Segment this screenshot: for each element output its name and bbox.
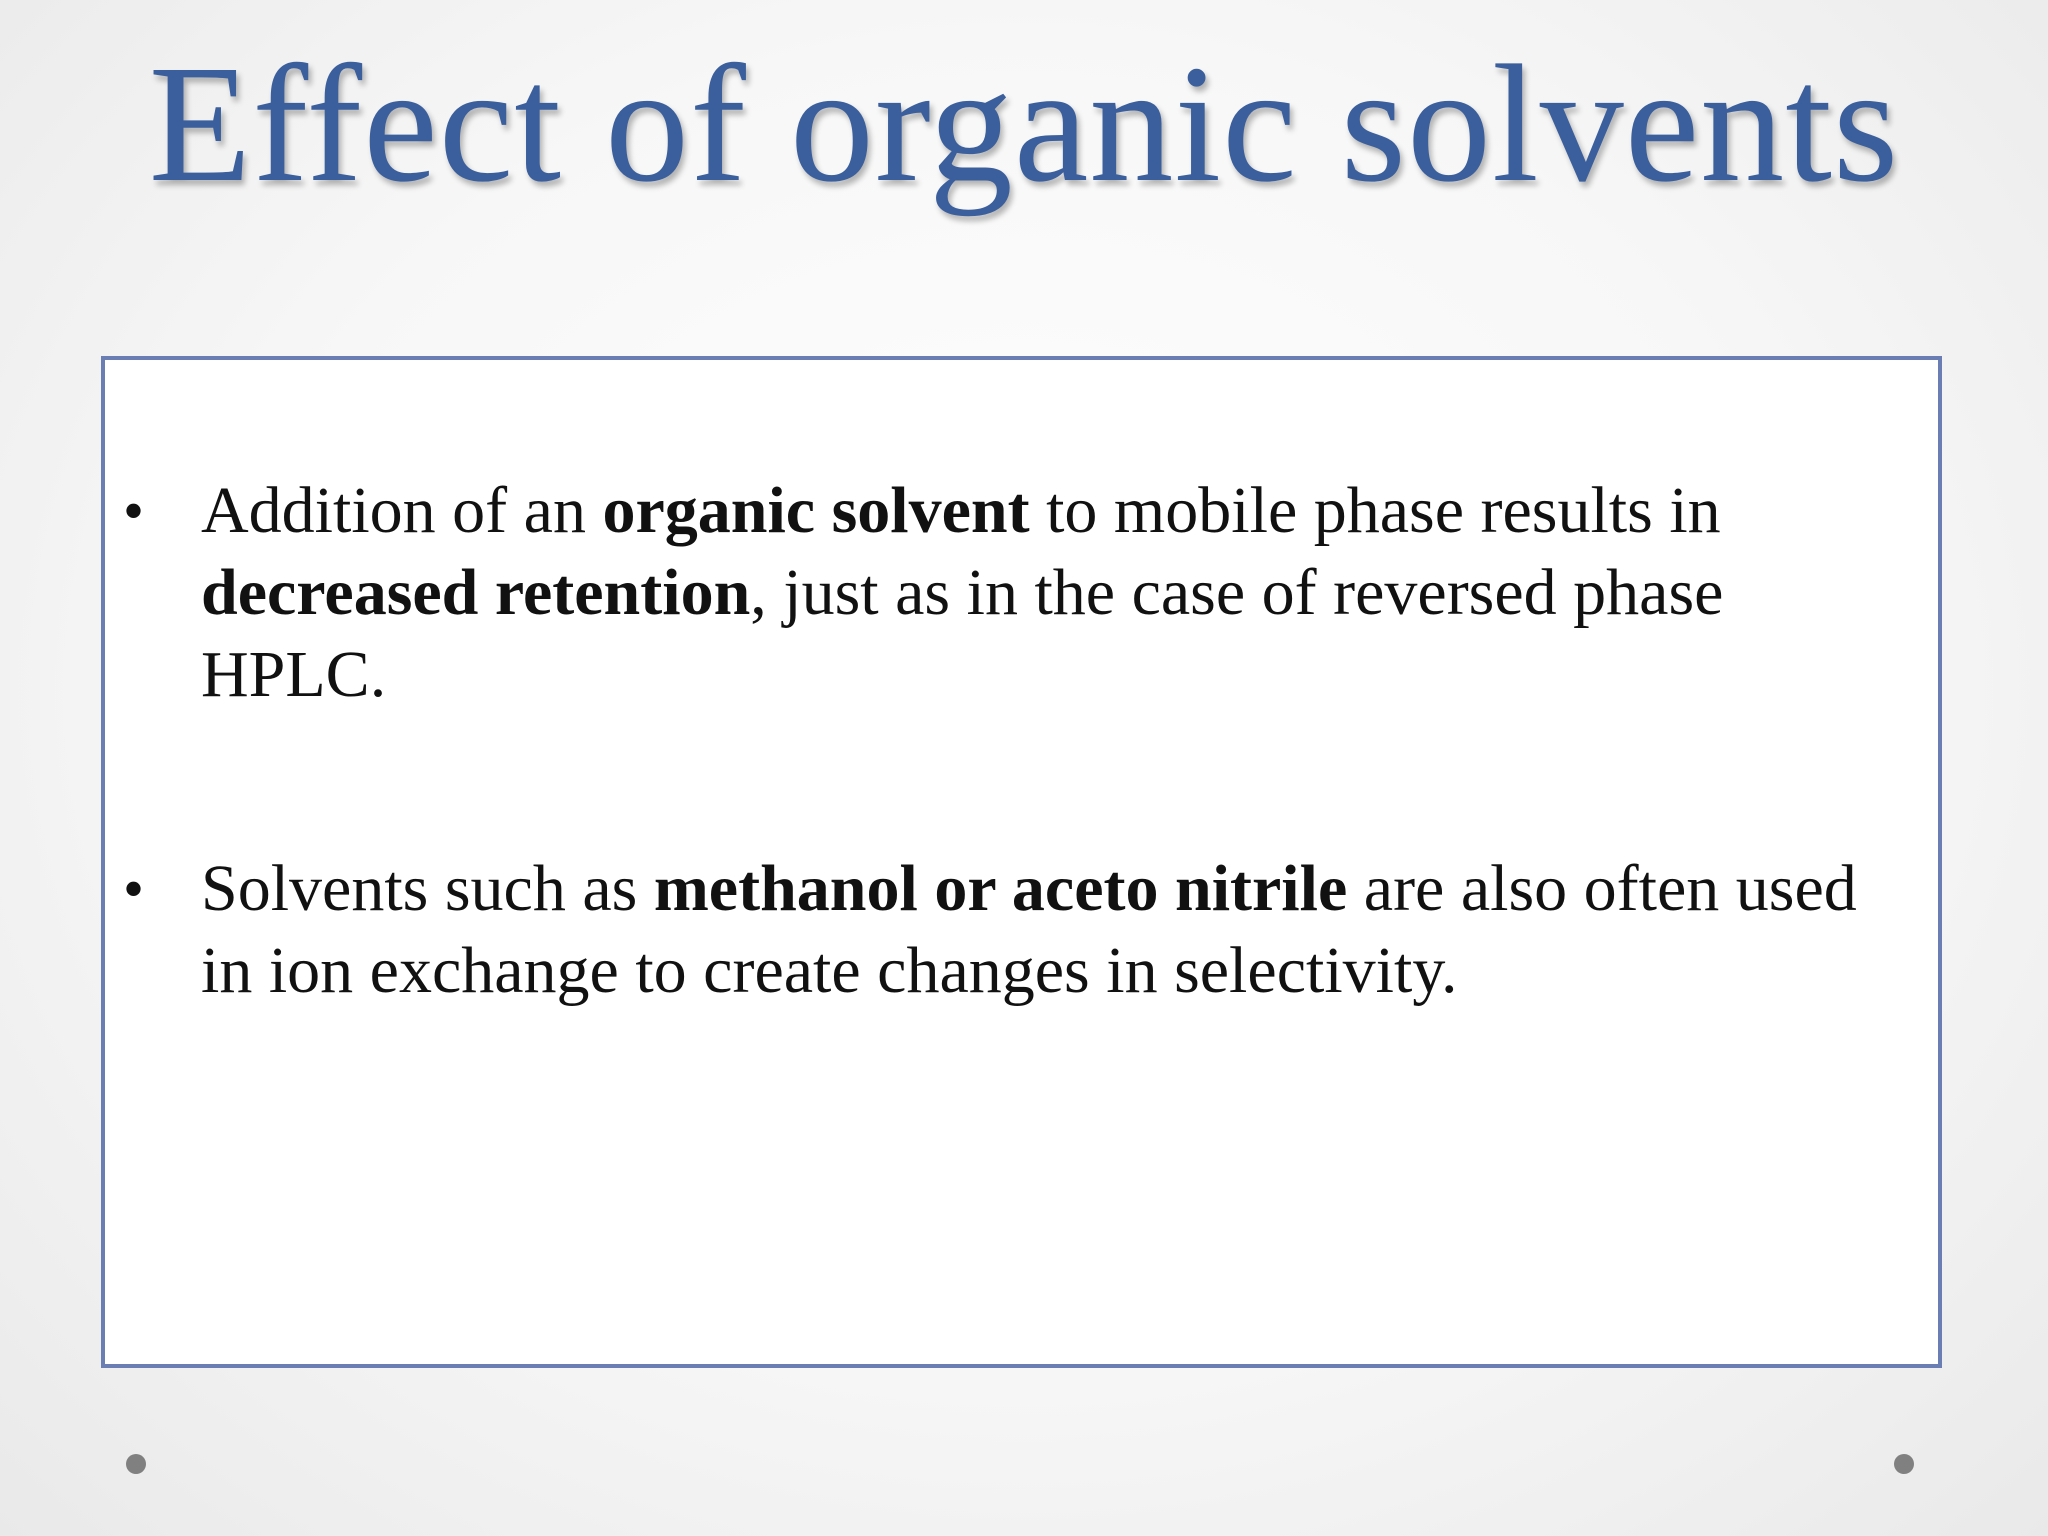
bullet-text-part: to mobile phase results in <box>1029 474 1721 547</box>
bullet-text-bold: decreased retention <box>201 556 751 629</box>
slide-title: Effect of organic solvents <box>148 31 1900 217</box>
bullet-text-part: are also often used in ion exchange to create changes in selectivity. <box>201 852 1857 1007</box>
bullet-text-bold: methanol or aceto nitrile <box>653 852 1348 925</box>
bullet-dot-icon: • <box>123 856 145 922</box>
bullet-item <box>105 470 1938 716</box>
bullet-text-part: Addition of an <box>201 474 603 547</box>
content-box <box>101 356 1942 1368</box>
bullet-text-part: , just as in the case of reversed phase HPLC. <box>201 556 1724 711</box>
bullet-text-part: Solvents such as <box>201 852 654 925</box>
bullet-text <box>201 474 1723 711</box>
bullet-text-bold: organic solvent <box>602 474 1030 547</box>
corner-dot-left-icon <box>126 1454 146 1474</box>
bullet-text <box>201 852 1857 1007</box>
corner-dot-right-icon <box>1894 1454 1914 1474</box>
bullet-item <box>105 848 1938 1012</box>
bullet-dot-icon: • <box>123 478 145 544</box>
bullet-list <box>105 470 1938 1144</box>
